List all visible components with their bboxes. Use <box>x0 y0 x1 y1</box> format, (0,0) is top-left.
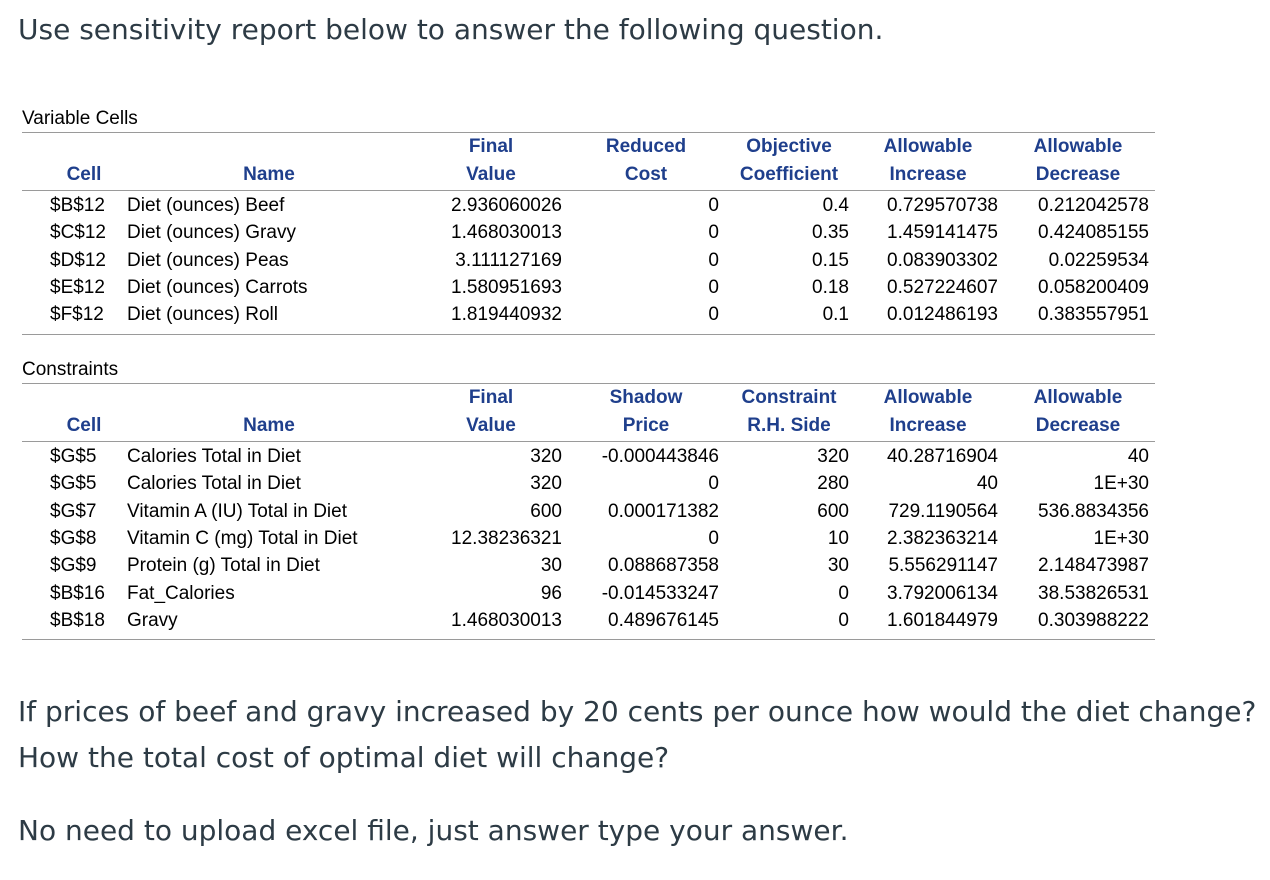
table-cell-inc: 2.382363214 <box>887 527 998 549</box>
table-cell-inc: 3.792006134 <box>887 582 998 604</box>
table-cell-reduced: 0 <box>708 276 719 298</box>
table-cell-name: Diet (ounces) Gravy <box>127 222 296 244</box>
table-cell-reduced: 0 <box>708 195 719 216</box>
column-header-line1: Reduced <box>605 136 687 157</box>
table-cell-inc: 0.012486193 <box>887 304 998 326</box>
table-cell-shadow: 0 <box>708 527 719 549</box>
table-cell-shadow: -0.000443846 <box>601 446 719 467</box>
table-cell-name: Calories Total in Diet <box>127 446 301 467</box>
table-cell-rhs: 0 <box>838 609 849 631</box>
section-title: Variable Cells <box>22 108 138 129</box>
table-cell-dec: 0.212042578 <box>1038 195 1149 216</box>
table-cell-rhs: 0 <box>838 582 849 604</box>
table-cell-inc: 40 <box>976 473 998 495</box>
table-cell-cell: $B$18 <box>50 609 105 631</box>
table-cell-rhs: 320 <box>817 446 849 467</box>
table-cell-name: Diet (ounces) Roll <box>127 304 278 326</box>
table-cell-dec: 1E+30 <box>1093 527 1149 549</box>
column-header-line2: R.H. Side <box>747 415 831 436</box>
table-cell-final: 320 <box>530 473 562 495</box>
column-header-line2: Increase <box>889 164 967 185</box>
column-header-line1: Allowable <box>1033 136 1123 157</box>
table-cell-name: Diet (ounces) Beef <box>127 195 285 216</box>
table-cell-final: 12.38236321 <box>451 527 562 549</box>
column-header-line2: Decrease <box>1035 164 1121 185</box>
header-top-rule <box>22 132 1155 133</box>
table-cell-final: 96 <box>540 582 562 604</box>
table-cell-coef: 0.4 <box>822 195 849 216</box>
table-cell-cell: $B$16 <box>50 582 105 604</box>
table-cell-final: 1.580951693 <box>451 276 562 298</box>
column-header-line1: Objective <box>746 136 832 157</box>
variable-cells-table <box>0 108 1270 333</box>
table-cell-name: Diet (ounces) Peas <box>127 249 289 271</box>
table-cell-final: 320 <box>530 446 562 467</box>
table-cell-reduced: 0 <box>708 249 719 271</box>
table-cell-cell: $F$12 <box>50 304 104 326</box>
table-cell-final: 2.936060026 <box>451 195 562 216</box>
table-cell-inc: 0.083903302 <box>887 249 998 271</box>
table-cell-dec: 2.148473987 <box>1038 555 1149 577</box>
table-cell-cell: $G$5 <box>50 446 97 467</box>
table-cell-reduced: 0 <box>708 222 719 244</box>
table-cell-dec: 0.383557951 <box>1038 304 1149 326</box>
column-header-line1: Final <box>468 387 514 408</box>
table-cell-shadow: 0 <box>708 473 719 495</box>
table-cell-dec: 0.424085155 <box>1038 222 1149 244</box>
answer-note: No need to upload excel file, just answer type your answer. <box>18 814 849 847</box>
table-cell-final: 1.468030013 <box>451 609 562 631</box>
table-cell-rhs: 600 <box>817 500 849 522</box>
table-cell-shadow: -0.014533247 <box>601 582 719 604</box>
column-header-line1: Shadow <box>609 387 683 408</box>
table-cell-cell: $C$12 <box>50 222 106 244</box>
table-cell-name: Calories Total in Diet <box>127 473 301 495</box>
table-bottom-rule <box>22 334 1155 335</box>
table-cell-cell: $D$12 <box>50 249 106 271</box>
column-header-line2: Price <box>622 415 670 436</box>
instruction-text: Use sensitivity report below to answer the following question. <box>18 13 884 46</box>
column-header-line2: Value <box>466 164 516 185</box>
column-header-line2: Cost <box>624 164 668 185</box>
table-cell-cell: $G$9 <box>50 555 97 577</box>
table-cell-coef: 0.1 <box>822 304 849 326</box>
column-header-line2: Cell <box>66 415 102 436</box>
table-cell-name: Protein (g) Total in Diet <box>127 555 320 577</box>
column-header-line2: Decrease <box>1035 415 1121 436</box>
question-line-1: If prices of beef and gravy increased by 20 cents per ounce how would the diet change? <box>18 695 1257 728</box>
table-cell-shadow: 0.000171382 <box>608 500 719 522</box>
table-cell-name: Diet (ounces) Carrots <box>127 276 308 298</box>
table-cell-inc: 1.601844979 <box>887 609 998 631</box>
header-bottom-rule <box>22 190 1155 191</box>
table-cell-name: Gravy <box>127 609 178 631</box>
column-header-line1: Allowable <box>883 136 973 157</box>
table-cell-rhs: 280 <box>817 473 849 495</box>
table-cell-inc: 0.527224607 <box>887 276 998 298</box>
column-header-line1: Allowable <box>883 387 973 408</box>
table-cell-final: 1.468030013 <box>451 222 562 244</box>
table-cell-dec: 0.058200409 <box>1038 276 1149 298</box>
table-cell-cell: $B$12 <box>50 195 105 216</box>
question-line-2: How the total cost of optimal diet will change? <box>18 741 670 774</box>
table-cell-shadow: 0.088687358 <box>608 555 719 577</box>
table-cell-final: 1.819440932 <box>451 304 562 326</box>
column-header-line1: Constraint <box>741 387 837 408</box>
column-header-line2: Cell <box>66 164 102 185</box>
table-cell-cell: $G$8 <box>50 527 97 549</box>
table-cell-name: Fat_Calories <box>127 582 235 604</box>
constraints-table <box>0 359 1270 639</box>
column-header-line2: Name <box>243 415 295 436</box>
table-cell-rhs: 10 <box>827 527 849 549</box>
table-cell-final: 600 <box>530 500 562 522</box>
table-cell-inc: 40.28716904 <box>887 446 998 467</box>
column-header-line2: Value <box>466 415 516 436</box>
table-cell-inc: 1.459141475 <box>887 222 998 244</box>
table-cell-final: 30 <box>540 555 562 577</box>
header-top-rule <box>22 383 1155 384</box>
table-cell-inc: 5.556291147 <box>888 555 998 577</box>
table-cell-cell: $G$7 <box>50 500 97 522</box>
table-cell-name: Vitamin A (IU) Total in Diet <box>127 500 348 522</box>
table-cell-dec: 0.02259534 <box>1048 249 1149 271</box>
table-cell-dec: 0.303988222 <box>1038 609 1149 631</box>
table-cell-dec: 38.53826531 <box>1038 582 1149 604</box>
table-cell-cell: $E$12 <box>50 276 105 298</box>
table-cell-rhs: 30 <box>827 555 849 577</box>
column-header-line2: Coefficient <box>739 164 839 185</box>
table-cell-coef: 0.15 <box>812 249 849 271</box>
column-header-line2: Increase <box>889 415 967 436</box>
header-bottom-rule <box>22 441 1155 442</box>
table-cell-dec: 40 <box>1127 446 1149 467</box>
section-title: Constraints <box>22 359 119 380</box>
table-cell-reduced: 0 <box>708 304 719 326</box>
table-cell-coef: 0.35 <box>812 222 849 244</box>
table-cell-dec: 536.8834356 <box>1038 500 1149 522</box>
table-cell-final: 3.111127169 <box>455 249 562 271</box>
table-cell-coef: 0.18 <box>812 276 849 298</box>
table-cell-cell: $G$5 <box>50 473 97 495</box>
table-cell-inc: 0.729570738 <box>887 195 998 216</box>
table-cell-shadow: 0.489676145 <box>608 609 719 631</box>
column-header-line2: Name <box>243 164 295 185</box>
table-cell-name: Vitamin C (mg) Total in Diet <box>127 527 358 549</box>
table-cell-inc: 729.1190564 <box>888 500 998 522</box>
table-cell-dec: 1E+30 <box>1093 473 1149 495</box>
table-bottom-rule <box>22 639 1155 640</box>
column-header-line1: Allowable <box>1033 387 1123 408</box>
column-header-line1: Final <box>468 136 514 157</box>
